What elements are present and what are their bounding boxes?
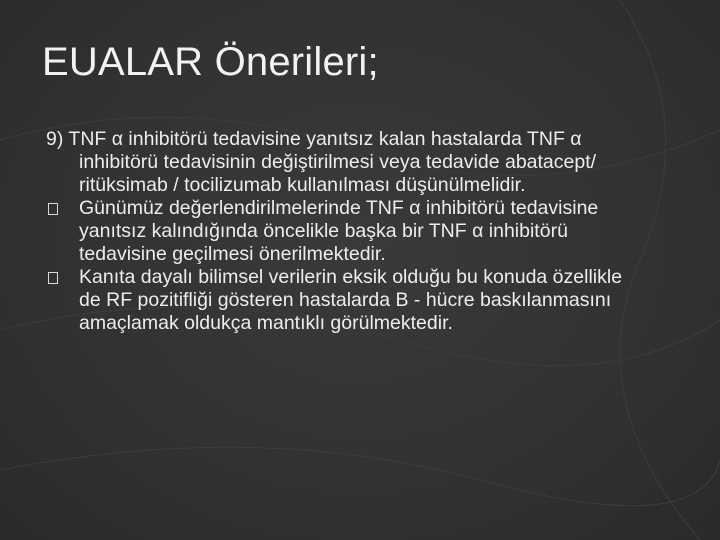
decor-curve-3: [0, 447, 720, 505]
bullet-box-icon: [48, 272, 58, 284]
list-item-numbered: [46, 128, 646, 197]
item-text: Kanıta dayalı bilimsel verilerin eksik olduğu bu konuda özellikle de RF pozitifliği gösteren hastalarda B - hücre baskılanmasını amaçlamak oldukça mantıklı görülmektedir.: [79, 266, 623, 334]
item-text: Günümüz değerlendirilmelerinde TNF α inhibitörü tedavisine yanıtsız kalındığında öncelikle başka bir TNF α inhibitörü tedavisine geçilmesi önerilmektedir.: [79, 197, 599, 265]
item-number: 9): [46, 128, 64, 150]
item-text: TNF α inhibitörü tedavisine yanıtsız kalan hastalarda TNF α inhibitörü tedavisinin değiştirilmesi veya tedavide abatacept/ ritüksimab / tocilizumab kullanılması düşünülmelidir.: [68, 128, 597, 196]
list-item-bullet: [46, 197, 646, 266]
slide-body: [46, 128, 646, 335]
list-item-bullet: [46, 266, 646, 335]
bullet-box-icon: [48, 203, 58, 215]
slide-title: EUALAR Önerileri;: [42, 40, 379, 84]
